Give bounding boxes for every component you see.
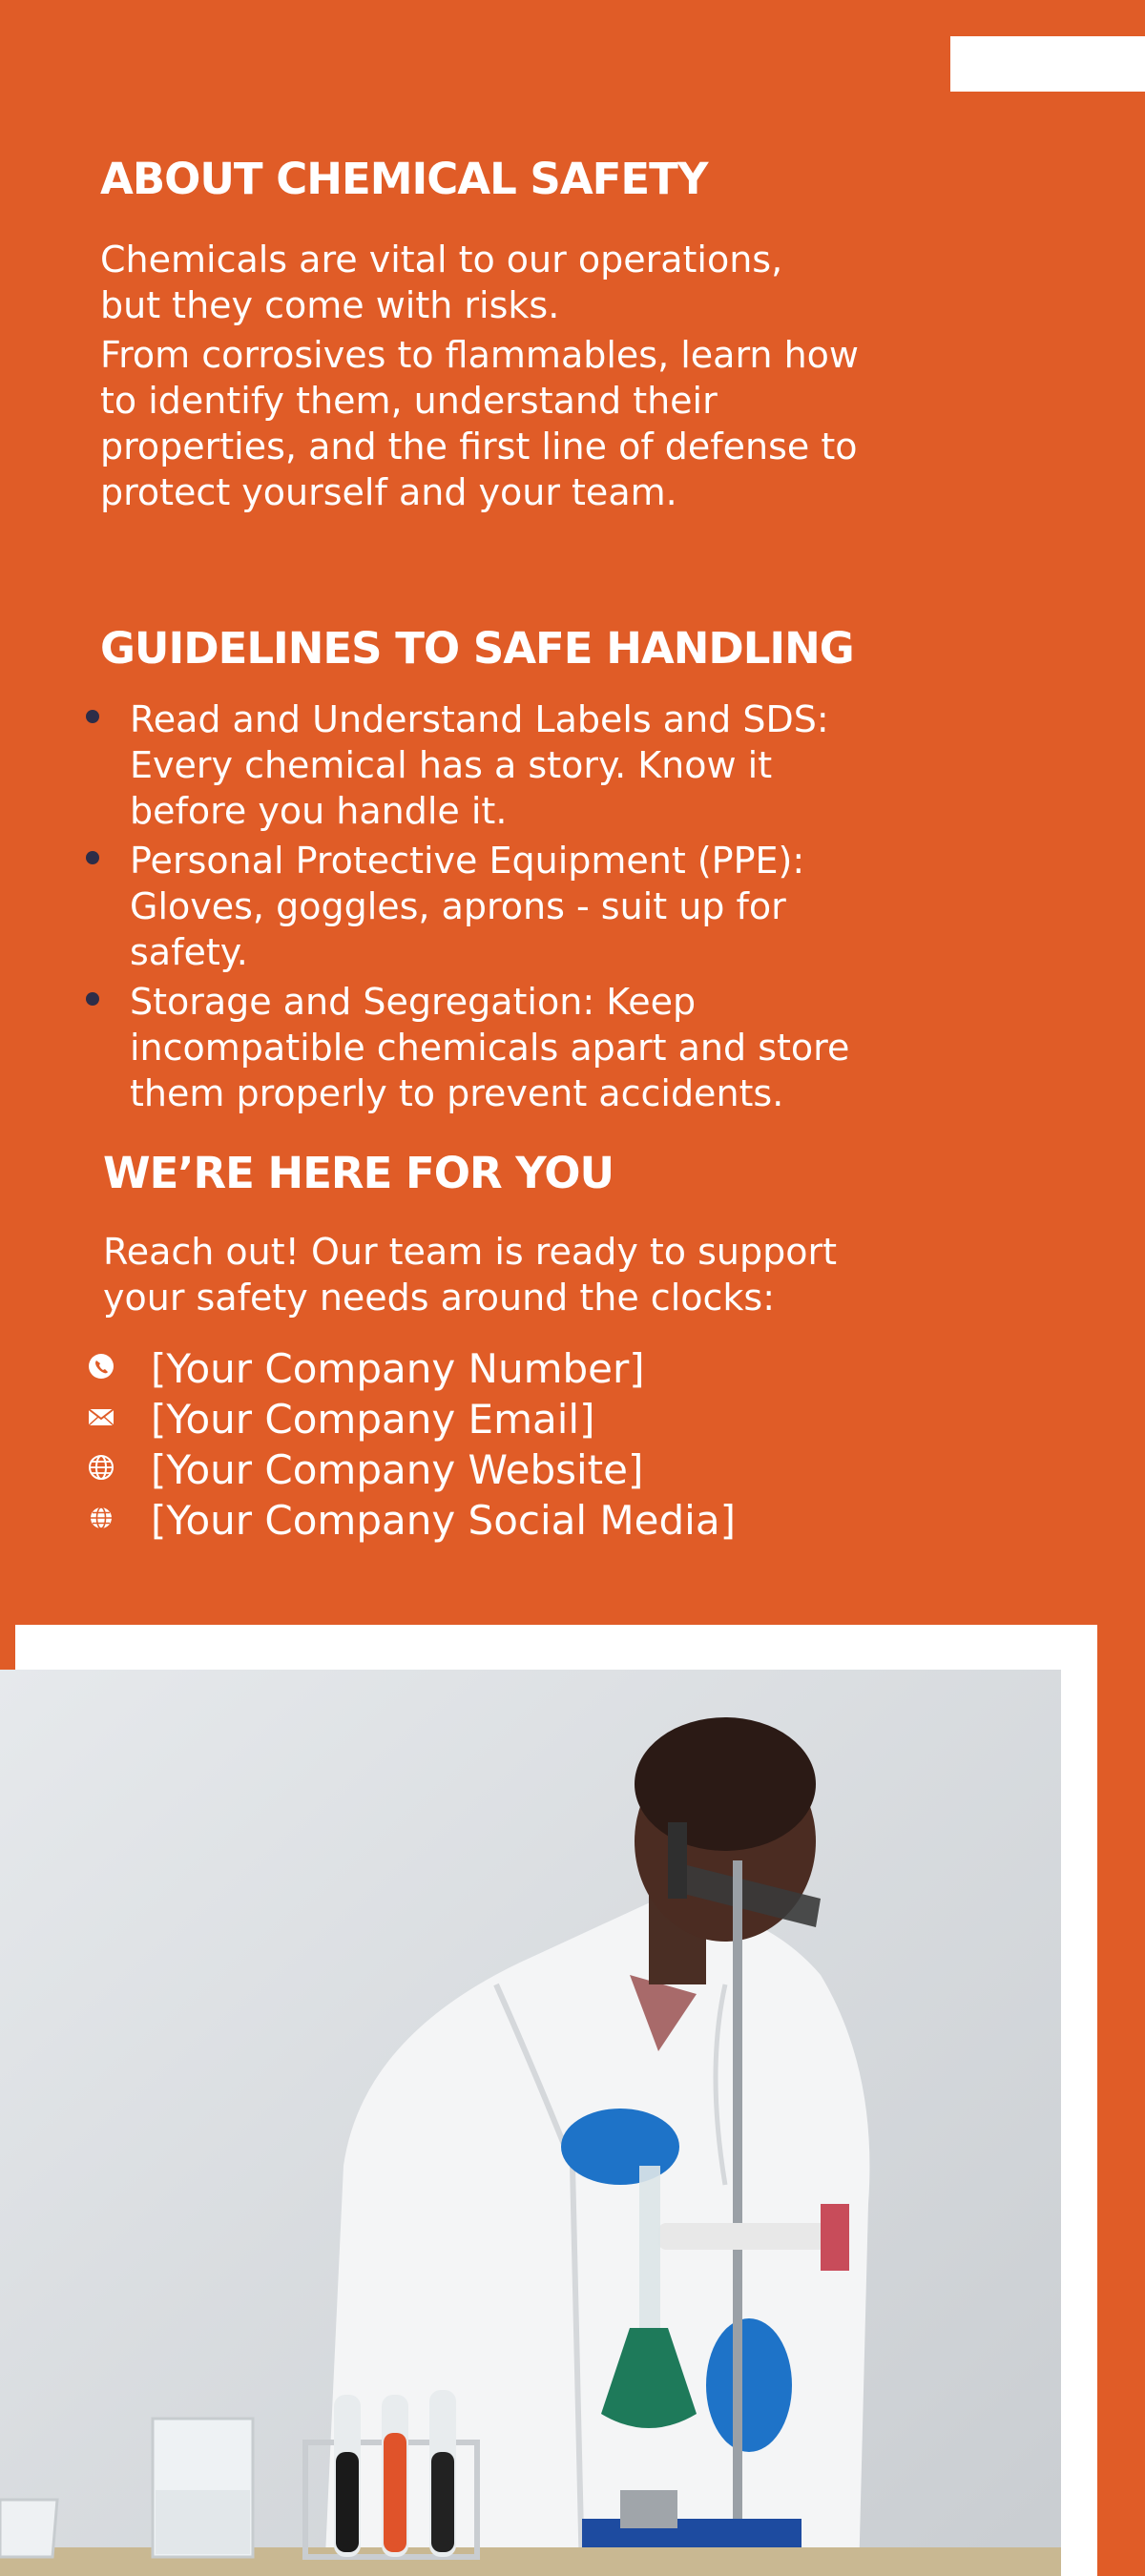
email-icon (88, 1403, 114, 1430)
contact-list (88, 1343, 736, 1546)
contact-text: [Your Company Website] (151, 1446, 644, 1493)
guidelines-list (86, 696, 887, 1120)
guidelines-title: GUIDELINES TO SAFE HANDLING (100, 623, 854, 674)
guideline-text: Read and Understand Labels and SDS: Every chemical has a story. Know it before you handle it. (130, 698, 829, 832)
contact-text: [Your Company Number] (151, 1345, 645, 1392)
phone-icon (88, 1353, 114, 1380)
contact-item-email[interactable] (88, 1394, 736, 1444)
globe-icon (88, 1454, 114, 1481)
about-paragraph-1: Chemicals are vital to our operations, but they come with risks. (100, 239, 783, 326)
bullet-icon (86, 992, 99, 1006)
guideline-item (86, 696, 887, 834)
globe-icon (88, 1505, 114, 1531)
lab-scene-illustration (0, 1670, 1061, 2576)
contact-text: [Your Company Social Media] (151, 1497, 736, 1544)
contact-item-phone[interactable] (88, 1343, 736, 1394)
contact-intro: Reach out! Our team is ready to support your safety needs around the clocks: (103, 1231, 838, 1319)
contact-item-website[interactable] (88, 1444, 736, 1495)
top-white-bar (950, 36, 1145, 92)
guideline-text: Personal Protective Equipment (PPE): Gloves, goggles, aprons - suit up for safety. (130, 840, 805, 973)
about-title: ABOUT CHEMICAL SAFETY (100, 154, 708, 204)
guideline-item (86, 979, 887, 1116)
about-paragraph-2: From corrosives to flammables, learn how to identify them, understand their properties, and the first line of defense to protect yourself and your team. (100, 334, 859, 513)
guideline-text: Storage and Segregation: Keep incompatible chemicals apart and store them properly to prevent accidents. (130, 981, 850, 1114)
contact-item-social[interactable] (88, 1495, 736, 1546)
bullet-icon (86, 710, 99, 723)
lab-scientist-photo (0, 1670, 1061, 2576)
contact-text: [Your Company Email] (151, 1396, 595, 1443)
guideline-item (86, 838, 887, 975)
contact-title: WE’RE HERE FOR YOU (103, 1148, 614, 1198)
bullet-icon (86, 851, 99, 864)
